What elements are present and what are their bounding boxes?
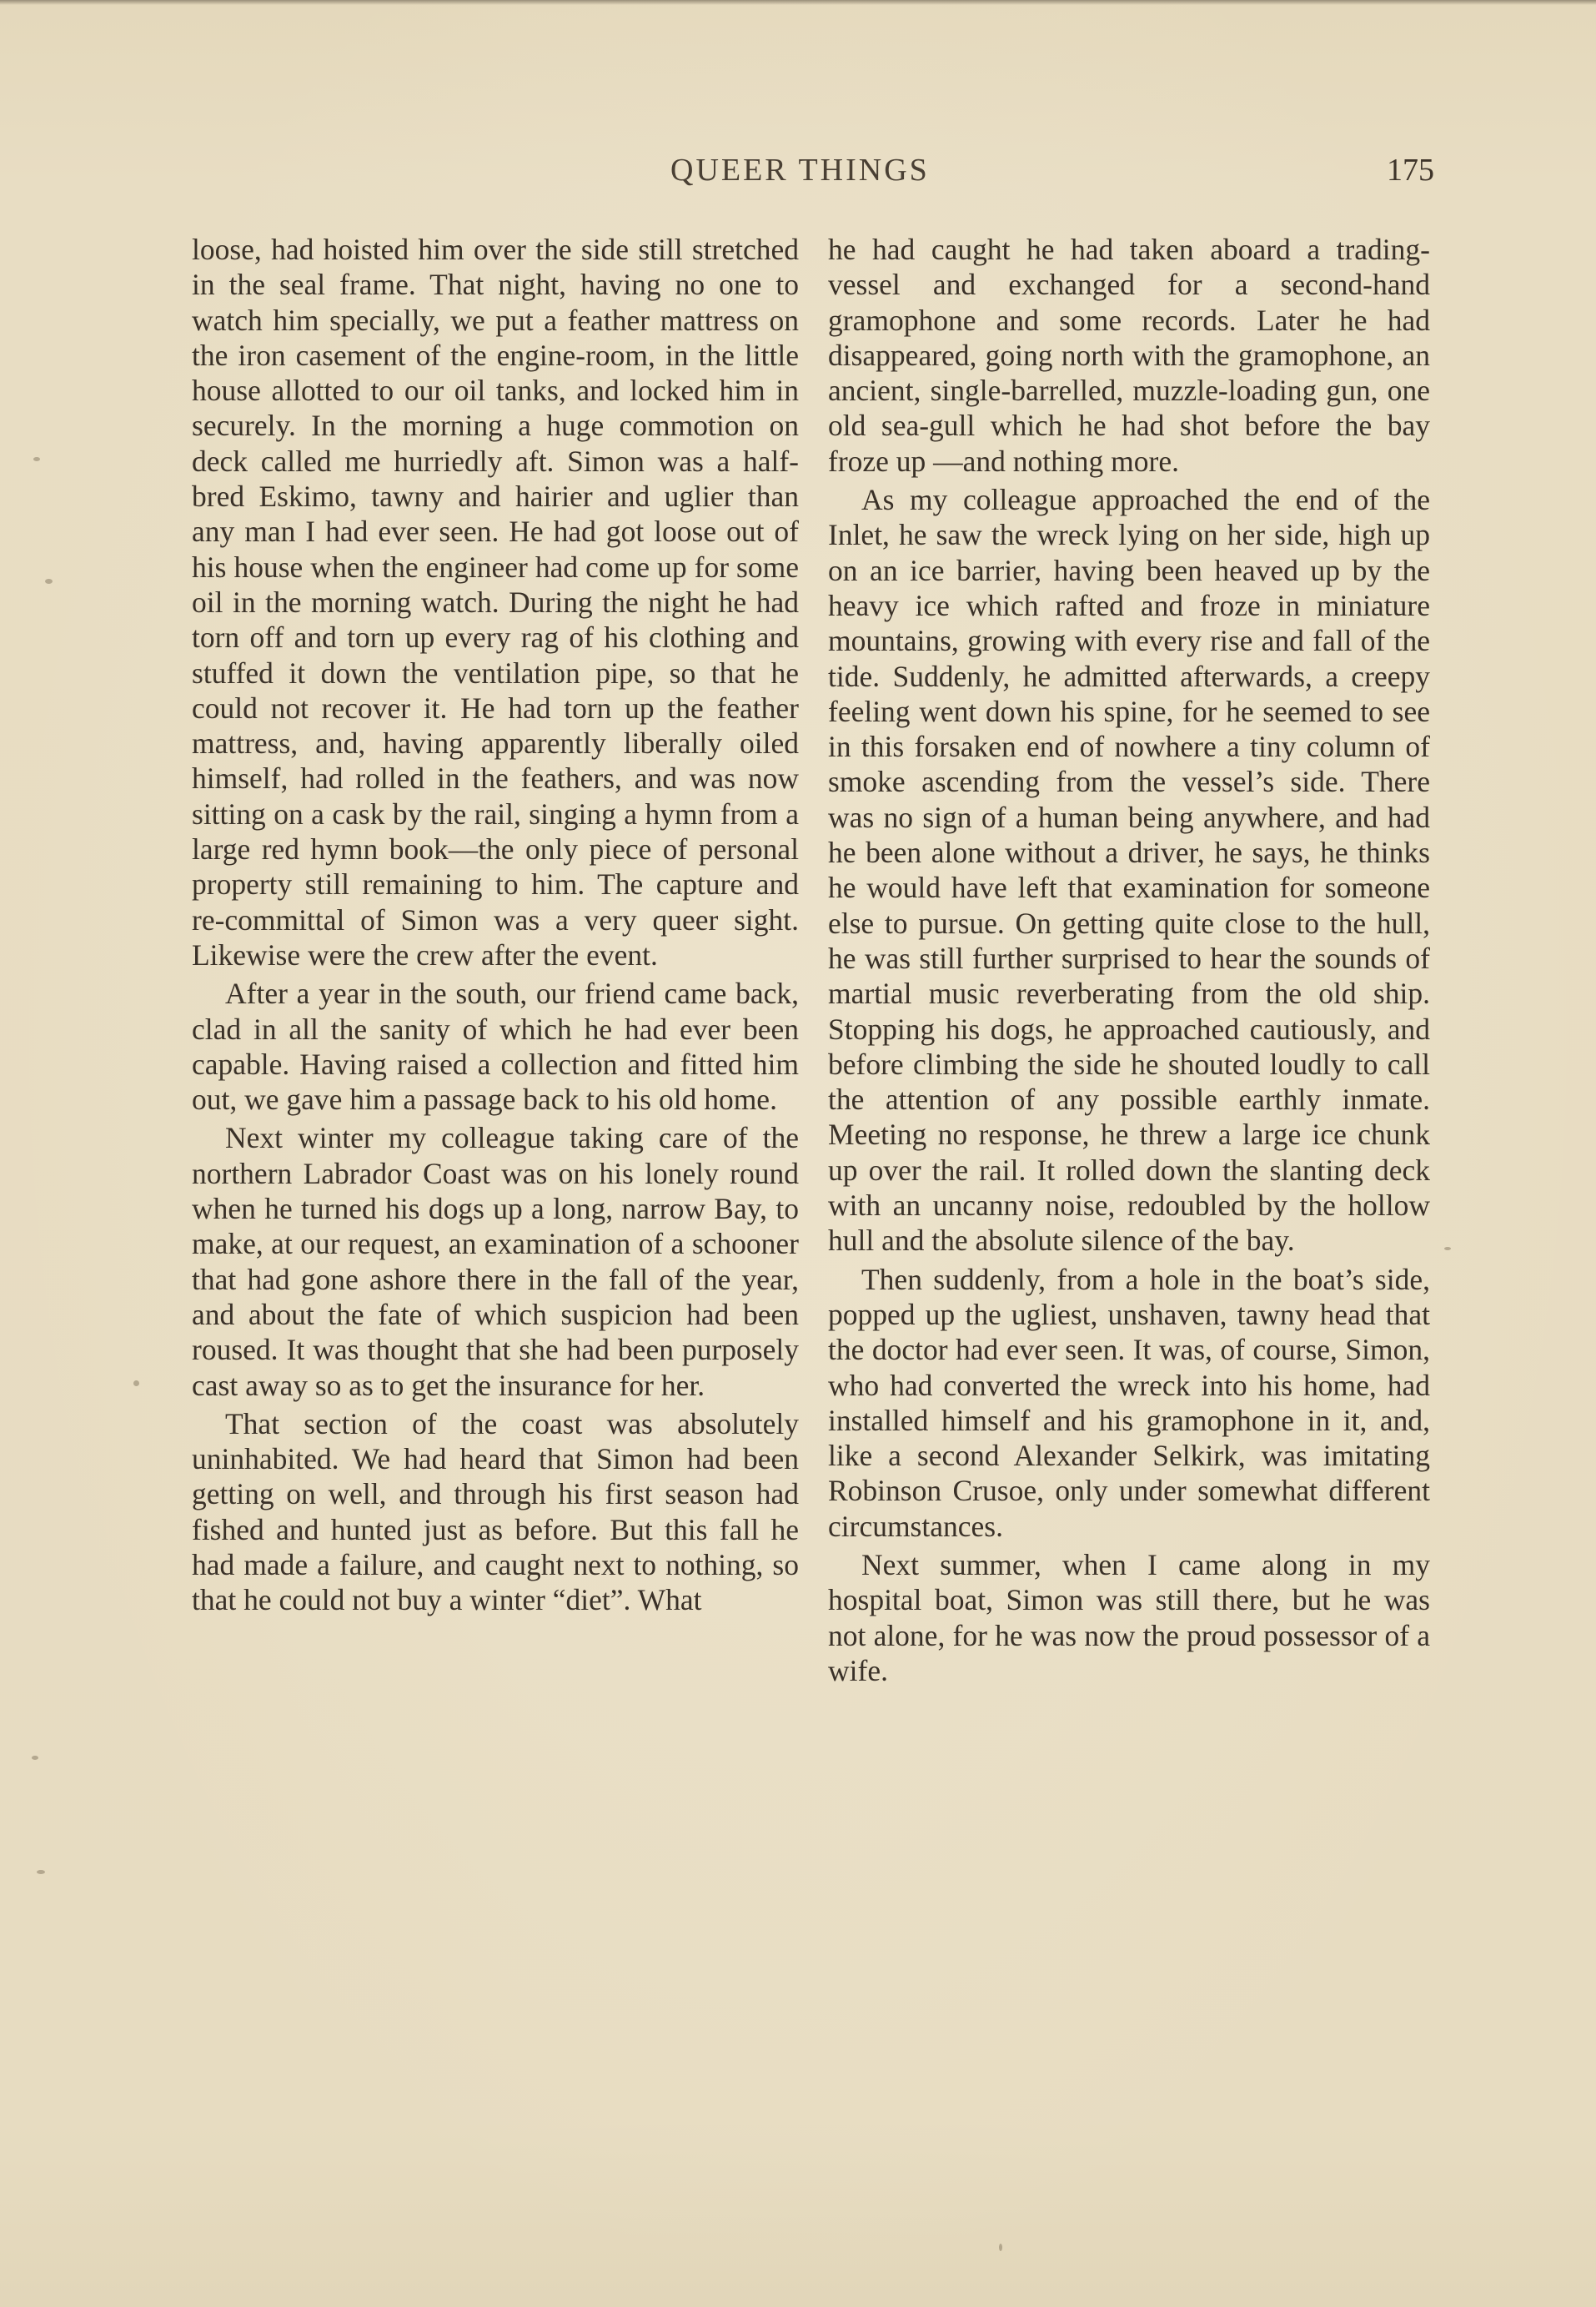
paragraph: Next winter my colleague taking care of the northern Labrador Coast was on his lonely round when he turned his dogs up a long, narrow Bay, to make, at our request, an examination of a schooner that had gone ashore there in the fall of the year, and about the fate of which suspicion had been roused. It was thought that she had been purposely cast away so as to get the insurance for her. [192, 1121, 799, 1402]
paper-speck [45, 579, 53, 584]
left-column [192, 232, 799, 1618]
running-header-title: QUEER THINGS [670, 153, 930, 188]
running-header [192, 152, 1434, 202]
paper-speck [37, 1870, 45, 1874]
paragraph: After a year in the south, our friend came back, clad in all the sanity of which he had ever been capable. Having raised a collection and fitted him out, we gave him a passage back to his old home. [192, 977, 799, 1117]
paper-speck [999, 2244, 1002, 2251]
paragraph: As my colleague approached the end of the Inlet, he saw the wreck lying on her side, high up on an ice barrier, having been heaved up by the heavy ice which rafted and froze in miniature mountains, growing with every rise and fall of the tide. Suddenly, he admitted afterwards, a creepy feeling went down his spine, for he seemed to see in this forsaken end of nowhere a tiny column of smoke ascending from the vessel’s side. There was no sign of a human being anywhere, and had he been alone without a driver, he says, he thinks he would have left that examination for someone else to pursue. On getting quite close to the hull, he was still further surprised to hear the sounds of martial music reverberating from the old ship. Stopping his dogs, he approached cautiously, and before climbing the side he shouted loudly to call the attention of any possible earthly inmate. Meeting no response, he threw a large ice chunk up over the rail. It rolled down the slanting deck with an uncanny noise, redoubled by the hollow hull and the absolute silence of the bay. [828, 483, 1430, 1258]
paper-speck [133, 1380, 139, 1386]
paragraph: he had caught he had taken aboard a trading-vessel and exchanged for a second-hand gramophone and some records. Later he had disappeared, going north with the gramophone, an ancient, single-barrelled, muzzle-loading gun, one old sea-gull which he had shot before the bay froze up —and nothing more. [828, 233, 1430, 478]
paragraph: That section of the coast was absolutely uninhabited. We had heard that Simon had been getting on well, and through his first season had fished and hunted just as before. But this fall he had made a failure, and caught next to nothing, so that he could not buy a winter “diet”. What [192, 1406, 799, 1617]
paper-speck [33, 457, 40, 461]
paragraph: loose, had hoisted him over the side still stretched in the seal frame. That night, having no one to watch him specially, we put a feather mattress on the iron casement of the engine-room, in the little house allotted to our oil tanks, and locked him in securely. In the morning a huge commotion on deck called me hurriedly aft. Simon was a half-bred Eskimo, tawny and hairier and uglier than any man I had ever seen. He had got loose out of his house when the engineer had come up for some oil in the morning watch. During the night he had torn off and torn up every rag of his clothing and stuffed it down the ventilation pipe, so that he could not recover it. He had torn up the feather mattress, and, having apparently liberally oiled himself, had rolled in the feathers, and was now sitting on a cask by the rail, singing a hymn from a large red hymn book—the only piece of personal property still remaining to him. The capture and re-committal of Simon was a very queer sight. Likewise were the crew after the event. [192, 233, 799, 972]
page-top-edge [0, 0, 1596, 5]
paragraph: Next summer, when I came along in my hospital boat, Simon was still there, but he was not alone, for he was now the proud possessor of a wife. [828, 1547, 1430, 1687]
page-number: 175 [1387, 153, 1434, 188]
paper-speck [32, 1756, 38, 1760]
right-column [828, 232, 1430, 1688]
paragraph: Then suddenly, from a hole in the boat’s side, popped up the ugliest, unshaven, tawny head that the doctor had ever seen. It was, of course, Simon, who had converted the wreck into his home, had installed himself and his gramophone in it, and, like a second Alexander Selkirk, was imitating Robinson Crusoe, only under somewhat different circumstances. [828, 1262, 1430, 1543]
paper-speck [1444, 1247, 1451, 1250]
